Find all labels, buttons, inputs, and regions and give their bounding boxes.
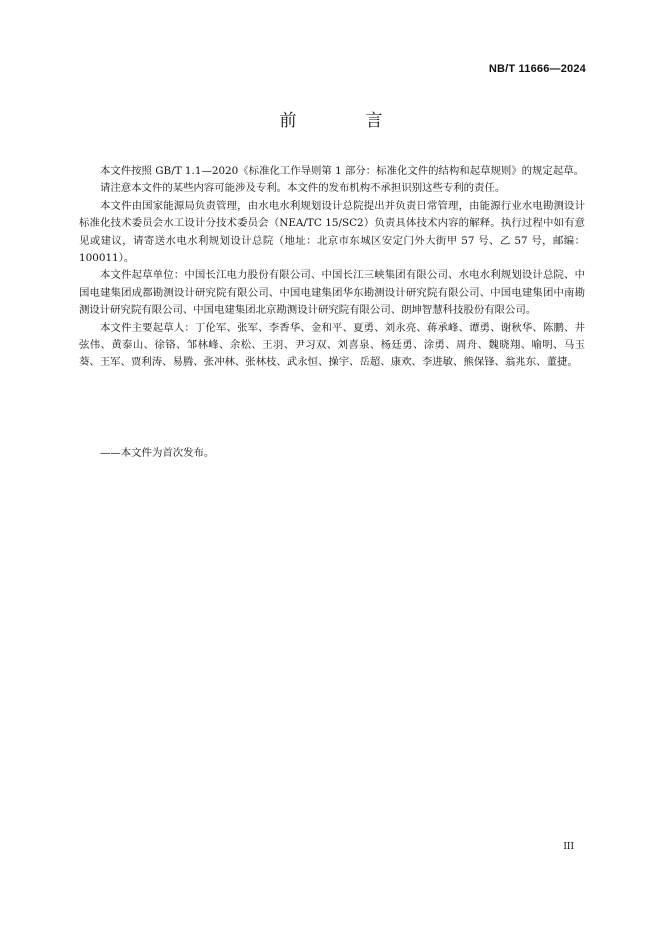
paragraph-management: 本文件由国家能源局负责管理，由水电水利规划设计总院提出并负责日常管理，由能源行业水电勘测设计标准化技术委员会水工设计分技术委员会（NEA/TC 15/SC2）负责具体技术内容的解释。执行过程中如有意见或建议，请寄送水电水利规划设计总院（地址：北京市东城区安定门外大街甲 57 号、乙 57 号，邮编：100011）。 [79,199,585,265]
release-note: ——本文件为首次发布。 [100,447,215,459]
standard-number: NB/T 11666—2024 [488,63,586,75]
page-number: III [563,842,574,852]
paragraph-patent-notice: 请注意本文件的某些内容可能涉及专利。本文件的发布机构不承担识别这些专利的责任。 [100,182,506,195]
paragraph-drafting-units: 本文件起草单位：中国长江电力股份有限公司、中国长江三峡集团有限公司、水电水利规划设计总院、中国电建集团成都勘测设计研究院有限公司、中国电建集团华东勘测设计研究院有限公司、中国电建集团中南勘测设计研究院有限公司、中国电建集团北京勘测设计研究院有限公司、朗坤智慧科技股份有限公司。 [79,269,585,317]
paragraph-drafters: 本文件主要起草人：丁伦军、张军、李香华、金和平、夏勇、刘永亮、蒋承峰、谭勇、谢秋华、陈鹏、井弦伟、黄泰山、徐铬、邹林峰、余松、王羽、尹习双、刘喜泉、杨廷勇、涂勇、周舟、魏晓翔、喻明、马玉葵、王军、贾利涛、易腾、张冲林、张林枝、武永恒、操宇、岳超、康欢、李进敏、熊保锋、翁兆东、董捷。 [79,321,585,369]
paragraph-drafting-rules: 本文件按照 GB/T 1.1—2020《标准化工作导则第 1 部分：标准化文件的结构和起草规则》的规定起草。 [100,165,584,177]
foreword-body [79,163,585,372]
page-title: 前 言 [279,111,409,131]
